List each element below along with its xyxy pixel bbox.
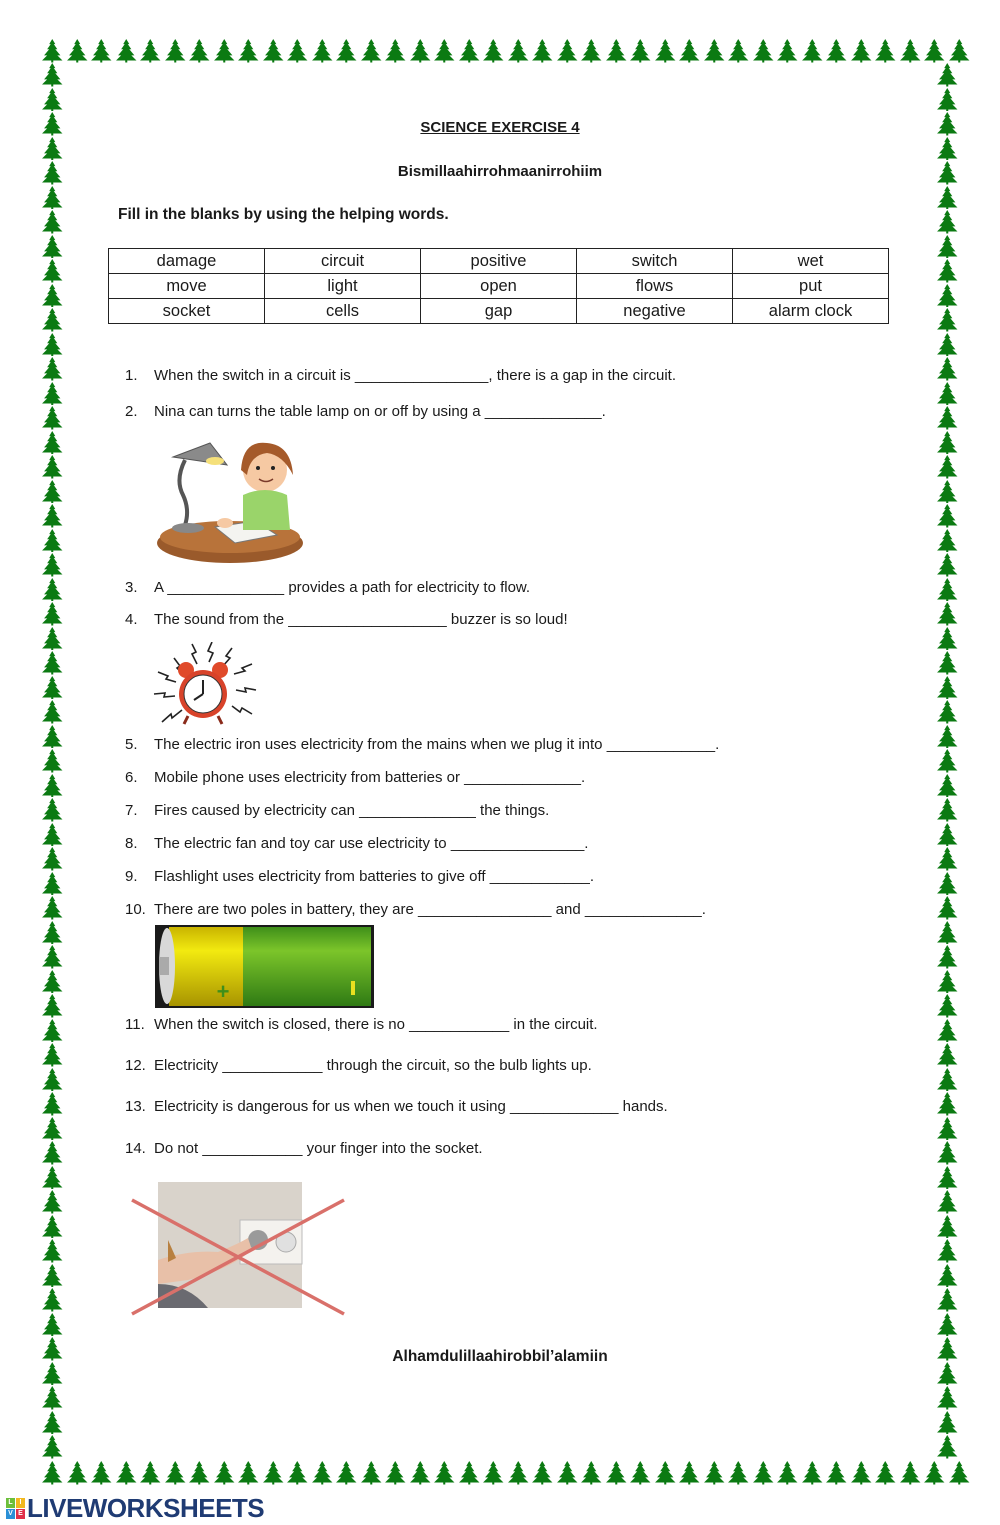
tree-icon [935, 699, 960, 724]
question-12 [125, 1057, 592, 1074]
tree-icon [187, 38, 212, 63]
worksheet-title: SCIENCE EXERCISE 4 [420, 119, 580, 136]
tree-icon [935, 1091, 960, 1116]
tree-icon [408, 1460, 433, 1485]
logo-letter: V [6, 1509, 15, 1519]
tree-icon [40, 62, 65, 87]
opening-phrase: Bismillaahirrohmaanirrohiim [397, 163, 603, 180]
tree-border-bottom [40, 1460, 971, 1485]
answer-blank[interactable]: ______________ [464, 769, 581, 786]
tree-icon [334, 1460, 359, 1485]
tree-icon [40, 993, 65, 1018]
tree-icon [212, 1460, 237, 1485]
tree-icon [432, 1460, 457, 1485]
tree-icon [383, 38, 408, 63]
question-number: 9. [125, 868, 138, 885]
svg-text:+: + [216, 979, 230, 1004]
tree-icon [138, 38, 163, 63]
tree-icon [873, 1460, 898, 1485]
answer-blank[interactable]: ______________ [359, 802, 476, 819]
answer-blank[interactable]: ______________ [584, 901, 702, 918]
tree-icon [775, 38, 800, 63]
tree-icon [935, 822, 960, 847]
tree-icon [628, 38, 653, 63]
question-number: 8. [125, 835, 138, 852]
tree-icon [40, 1263, 65, 1288]
instruction-text: Fill in the blanks by using the helping words. [118, 206, 449, 223]
alarm-clock-image [152, 642, 262, 734]
tree-icon [310, 38, 335, 63]
tree-icon [935, 430, 960, 455]
question-text: and [551, 901, 585, 918]
tree-icon [935, 626, 960, 651]
word-cell: circuit [265, 249, 421, 274]
tree-icon [935, 895, 960, 920]
tree-icon [40, 1165, 65, 1190]
tree-icon [40, 748, 65, 773]
answer-blank[interactable]: _____________ [510, 1098, 619, 1115]
question-13 [125, 1098, 668, 1115]
tree-icon [310, 1460, 335, 1485]
tree-icon [40, 87, 65, 112]
tree-icon [935, 1238, 960, 1263]
question-text: the things. [475, 802, 550, 819]
tree-icon [935, 87, 960, 112]
tree-icon [935, 748, 960, 773]
tree-icon [935, 1312, 960, 1337]
tree-icon [359, 38, 384, 63]
tree-icon [935, 1165, 960, 1190]
tree-icon [849, 38, 874, 63]
logo-letter: I [16, 1498, 25, 1508]
tree-icon [726, 38, 751, 63]
tree-icon [935, 479, 960, 504]
tree-icon [935, 1189, 960, 1214]
tree-icon [285, 38, 310, 63]
tree-icon [935, 577, 960, 602]
word-cell: positive [421, 249, 577, 274]
tree-icon [555, 38, 580, 63]
tree-icon [40, 1410, 65, 1435]
tree-icon [677, 1460, 702, 1485]
logo-text: LIVEWORKSHEETS [27, 1493, 265, 1523]
tree-icon [935, 503, 960, 528]
tree-icon [114, 1460, 139, 1485]
question-text: There are two poles in battery, they are [154, 901, 419, 918]
tree-icon [702, 1460, 727, 1485]
tree-icon [935, 1385, 960, 1410]
question-9 [125, 868, 594, 885]
tree-icon [40, 1287, 65, 1312]
answer-blank[interactable]: ____________ [489, 868, 590, 885]
tree-icon [40, 136, 65, 161]
closing-phrase: Alhamdulillaahirobbil’alamiin [392, 1348, 608, 1365]
tree-icon [935, 185, 960, 210]
question-text: Electricity is dangerous for us when we touch it using [154, 1098, 511, 1115]
tree-icon [40, 1140, 65, 1165]
question-text: your finger into the socket. [302, 1140, 483, 1157]
tree-icon [935, 62, 960, 87]
question-text: Mobile phone uses electricity from batteries or [154, 769, 465, 786]
tree-icon [935, 1287, 960, 1312]
tree-icon [579, 1460, 604, 1485]
tree-icon [653, 38, 678, 63]
tree-icon [40, 1238, 65, 1263]
tree-icon [40, 503, 65, 528]
tree-icon [40, 797, 65, 822]
tree-icon [849, 1460, 874, 1485]
tree-icon [40, 1091, 65, 1116]
tree-icon [261, 1460, 286, 1485]
question-text: . [701, 901, 706, 918]
tree-icon [89, 1460, 114, 1485]
tree-icon [40, 626, 65, 651]
tree-icon [751, 38, 776, 63]
word-cell: open [421, 274, 577, 299]
question-text: The electric fan and toy car use electricity to [154, 835, 451, 852]
word-cell: put [733, 274, 889, 299]
question-text: in the circuit. [509, 1016, 598, 1033]
tree-icon [935, 675, 960, 700]
tree-icon [935, 258, 960, 283]
question-text: , there is a gap in the circuit. [488, 367, 676, 384]
tree-icon [935, 381, 960, 406]
tree-icon [935, 650, 960, 675]
tree-icon [555, 1460, 580, 1485]
tree-icon [40, 1067, 65, 1092]
question-number: 12. [125, 1057, 146, 1074]
question-14 [125, 1140, 483, 1157]
tree-icon [775, 1460, 800, 1485]
tree-icon [506, 1460, 531, 1485]
answer-blank[interactable]: ____________ [202, 1140, 303, 1157]
tree-icon [506, 38, 531, 63]
tree-icon [40, 1018, 65, 1043]
tree-icon [935, 1263, 960, 1288]
question-number: 5. [125, 736, 138, 753]
tree-icon [935, 773, 960, 798]
tree-icon [40, 675, 65, 700]
question-text: provides a path for electricity to flow. [284, 579, 531, 596]
tree-icon [935, 1410, 960, 1435]
answer-blank[interactable]: ____________ [222, 1057, 323, 1074]
tree-icon [922, 38, 947, 63]
tree-icon [800, 38, 825, 63]
tree-border-top [40, 38, 971, 63]
word-cell: damage [109, 249, 265, 274]
question-2 [125, 403, 606, 420]
tree-icon [824, 1460, 849, 1485]
question-number: 11. [125, 1016, 145, 1033]
tree-icon [212, 38, 237, 63]
tree-icon [383, 1460, 408, 1485]
tree-icon [40, 846, 65, 871]
word-cell: flows [577, 274, 733, 299]
tree-icon [187, 1460, 212, 1485]
tree-icon [40, 479, 65, 504]
helping-words-table [108, 248, 889, 324]
question-text: . [601, 403, 606, 420]
tree-icon [359, 1460, 384, 1485]
question-text: . [589, 868, 594, 885]
tree-icon [261, 38, 286, 63]
answer-blank[interactable]: _____________ [606, 736, 716, 753]
question-text: buzzer is so loud! [446, 611, 568, 628]
tree-icon [40, 699, 65, 724]
question-text: The sound from the [154, 611, 289, 628]
tree-icon [40, 332, 65, 357]
word-cell: switch [577, 249, 733, 274]
question-8 [125, 835, 588, 852]
tree-icon [163, 1460, 188, 1485]
tree-icon [935, 969, 960, 994]
girl-lamp-image [155, 435, 305, 568]
question-7 [125, 802, 549, 819]
tree-icon [604, 38, 629, 63]
logo-icon [6, 1498, 25, 1519]
logo-letter: L [6, 1498, 15, 1508]
tree-icon [481, 1460, 506, 1485]
tree-icon [40, 381, 65, 406]
tree-icon [935, 1067, 960, 1092]
tree-icon [40, 1460, 65, 1485]
question-text: . [584, 835, 589, 852]
tree-icon [935, 528, 960, 553]
tree-icon [40, 405, 65, 430]
question-3 [125, 579, 530, 596]
tree-border-left [40, 62, 65, 1459]
word-cell: socket [109, 299, 265, 324]
tree-icon [40, 1385, 65, 1410]
word-cell: gap [421, 299, 577, 324]
liveworksheets-logo[interactable] [6, 1493, 264, 1524]
tree-icon [40, 38, 65, 63]
tree-icon [163, 38, 188, 63]
tree-icon [922, 1460, 947, 1485]
answer-blank[interactable]: ______________ [167, 579, 285, 596]
question-number: 14. [125, 1140, 146, 1157]
tree-icon [935, 1140, 960, 1165]
tree-icon [726, 1460, 751, 1485]
tree-icon [40, 650, 65, 675]
question-text: Fires caused by electricity can [154, 802, 360, 819]
tree-icon [935, 1434, 960, 1459]
tree-icon [935, 993, 960, 1018]
question-number: 2. [125, 403, 138, 420]
tree-icon [935, 209, 960, 234]
tree-icon [457, 38, 482, 63]
tree-icon [702, 38, 727, 63]
question-text: Flashlight uses electricity from batteries to give off [154, 868, 490, 885]
question-number: 3. [125, 579, 138, 596]
word-cell: cells [265, 299, 421, 324]
tree-icon [40, 356, 65, 381]
table-row [109, 299, 889, 324]
tree-icon [677, 38, 702, 63]
answer-blank[interactable]: ________________ [354, 367, 489, 384]
tree-icon [65, 1460, 90, 1485]
question-number: 6. [125, 769, 138, 786]
word-cell: negative [577, 299, 733, 324]
question-1 [125, 367, 676, 384]
tree-icon [935, 405, 960, 430]
question-text: Do not [154, 1140, 203, 1157]
tree-icon [40, 1434, 65, 1459]
word-cell: light [265, 274, 421, 299]
question-number: 1. [125, 367, 138, 384]
tree-icon [40, 1042, 65, 1067]
tree-icon [40, 1189, 65, 1214]
question-5 [125, 736, 719, 753]
tree-icon [935, 307, 960, 332]
logo-letter: E [16, 1509, 25, 1519]
tree-icon [873, 38, 898, 63]
tree-icon [751, 1460, 776, 1485]
tree-icon [935, 234, 960, 259]
tree-icon [898, 38, 923, 63]
tree-icon [40, 234, 65, 259]
tree-border-right [935, 62, 960, 1459]
battery-image [155, 925, 374, 1008]
question-text: through the circuit, so the bulb lights up. [322, 1057, 592, 1074]
question-text: . [715, 736, 720, 753]
tree-icon [40, 724, 65, 749]
tree-icon [824, 38, 849, 63]
tree-icon [935, 846, 960, 871]
tree-icon [935, 136, 960, 161]
tree-icon [935, 1018, 960, 1043]
tree-icon [432, 38, 457, 63]
socket-warning-image [128, 1180, 350, 1320]
tree-icon [935, 356, 960, 381]
answer-blank[interactable]: ______________ [484, 403, 602, 420]
tree-icon [935, 552, 960, 577]
tree-icon [40, 209, 65, 234]
tree-icon [653, 1460, 678, 1485]
tree-icon [236, 38, 261, 63]
answer-blank[interactable]: ___________________ [288, 611, 447, 628]
tree-icon [40, 185, 65, 210]
tree-icon [935, 1116, 960, 1141]
tree-icon [935, 797, 960, 822]
answer-blank[interactable]: ____________ [409, 1016, 510, 1033]
word-cell: wet [733, 249, 889, 274]
tree-icon [40, 552, 65, 577]
tree-icon [40, 944, 65, 969]
tree-icon [40, 1312, 65, 1337]
tree-icon [114, 38, 139, 63]
tree-icon [457, 1460, 482, 1485]
question-text: The electric iron uses electricity from the mains when we plug it into [154, 736, 607, 753]
tree-icon [935, 724, 960, 749]
question-4 [125, 611, 568, 628]
tree-icon [579, 38, 604, 63]
tree-icon [935, 1214, 960, 1239]
tree-icon [40, 430, 65, 455]
question-text: Electricity [154, 1057, 223, 1074]
tree-icon [628, 1460, 653, 1485]
tree-icon [138, 1460, 163, 1485]
tree-icon [898, 1460, 923, 1485]
tree-icon [40, 601, 65, 626]
tree-icon [334, 38, 359, 63]
tree-icon [236, 1460, 261, 1485]
tree-icon [935, 332, 960, 357]
table-row [109, 249, 889, 274]
tree-icon [935, 920, 960, 945]
tree-icon [935, 601, 960, 626]
question-text: hands. [618, 1098, 668, 1115]
question-text: A [154, 579, 168, 596]
tree-icon [935, 944, 960, 969]
question-10 [125, 901, 706, 918]
tree-icon [530, 1460, 555, 1485]
tree-icon [947, 1460, 972, 1485]
word-cell: move [109, 274, 265, 299]
question-text: When the switch in a circuit is [154, 367, 355, 384]
tree-icon [89, 38, 114, 63]
tree-icon [935, 454, 960, 479]
tree-icon [40, 969, 65, 994]
question-number: 13. [125, 1098, 146, 1115]
tree-icon [40, 454, 65, 479]
question-number: 7. [125, 802, 138, 819]
tree-icon [935, 1042, 960, 1067]
tree-icon [935, 871, 960, 896]
answer-blank[interactable]: ________________ [450, 835, 585, 852]
tree-icon [40, 258, 65, 283]
tree-icon [530, 38, 555, 63]
tree-icon [947, 38, 972, 63]
table-row [109, 274, 889, 299]
tree-icon [40, 895, 65, 920]
tree-icon [40, 528, 65, 553]
question-6 [125, 769, 585, 786]
tree-icon [40, 307, 65, 332]
question-text: When the switch is closed, there is no [154, 1016, 410, 1033]
tree-icon [408, 38, 433, 63]
question-text: . [580, 769, 586, 786]
question-number: 10. [125, 901, 146, 918]
answer-blank[interactable]: ________________ [418, 901, 552, 918]
tree-icon [40, 577, 65, 602]
tree-icon [65, 38, 90, 63]
question-number: 4. [125, 611, 138, 628]
tree-icon [935, 283, 960, 308]
tree-icon [40, 1116, 65, 1141]
question-text: Nina can turns the table lamp on or off by using a [154, 403, 485, 420]
word-cell: alarm clock [733, 299, 889, 324]
tree-icon [40, 920, 65, 945]
tree-icon [40, 822, 65, 847]
tree-icon [40, 283, 65, 308]
tree-icon [40, 1214, 65, 1239]
tree-icon [40, 871, 65, 896]
tree-icon [40, 773, 65, 798]
tree-icon [800, 1460, 825, 1485]
tree-icon [481, 38, 506, 63]
question-11 [125, 1016, 598, 1033]
tree-icon [285, 1460, 310, 1485]
tree-icon [604, 1460, 629, 1485]
